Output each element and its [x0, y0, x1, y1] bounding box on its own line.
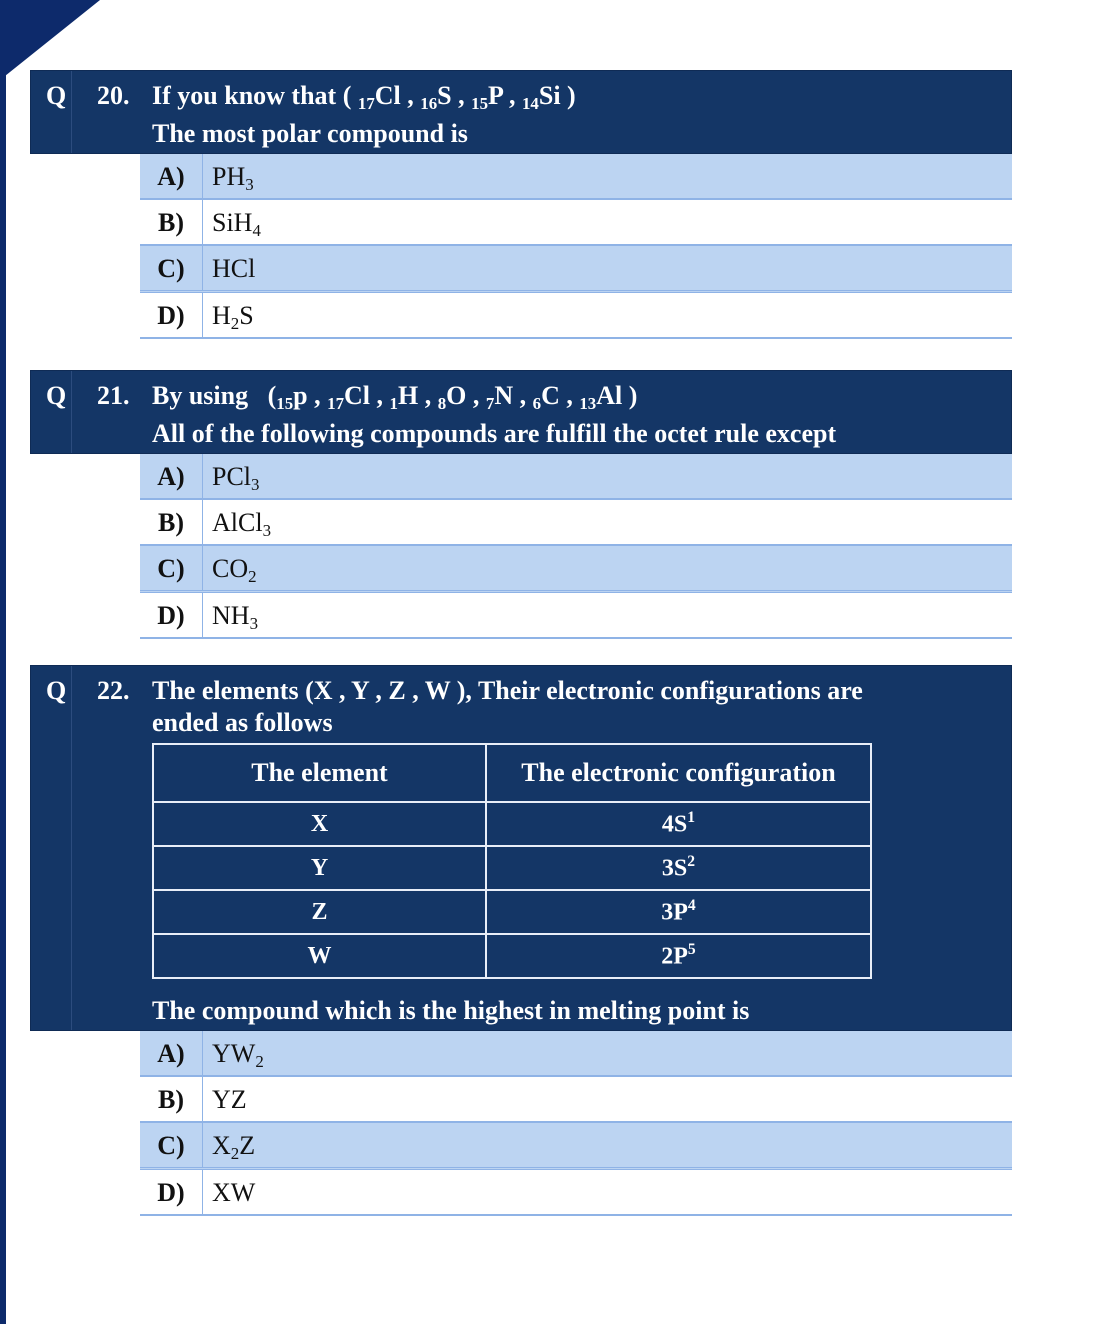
option-c[interactable]	[140, 1123, 1012, 1170]
question-22-line-2: ended as follows	[152, 708, 333, 737]
option-label: B)	[158, 508, 184, 537]
option-a[interactable]	[140, 454, 1012, 500]
option-label: D)	[157, 601, 185, 630]
option-value: $X_2Z$	[212, 1131, 256, 1164]
column-header-configuration: The electronic configuration	[486, 744, 871, 802]
table-row	[153, 934, 871, 978]
question-20-header	[30, 70, 1012, 154]
question-22-prompt: The compound which is the highest in melting point is	[152, 996, 750, 1025]
config-cell: $3S^2$	[486, 846, 871, 890]
config-cell: $4S^1$	[486, 802, 871, 846]
option-label: D)	[157, 1178, 185, 1207]
option-d[interactable]	[140, 293, 1012, 339]
option-a[interactable]	[140, 154, 1012, 200]
question-22-options	[140, 1031, 1012, 1216]
question-marker: Q	[46, 81, 67, 110]
header-separator	[71, 71, 72, 153]
option-value: XW	[212, 1178, 256, 1207]
option-label: C)	[157, 254, 185, 283]
table-row	[153, 890, 871, 934]
question-marker: Q	[46, 676, 67, 705]
question-20-line-2: The most polar compound is	[152, 119, 468, 148]
question-22-header	[30, 665, 1012, 1031]
option-label: C)	[157, 1131, 185, 1160]
option-value: PCl$_3$	[212, 462, 260, 495]
question-22	[30, 665, 1012, 1216]
option-c[interactable]	[140, 546, 1012, 593]
option-value: $NH_3$	[212, 601, 259, 634]
option-value: HCl	[212, 254, 256, 283]
option-value: $YW_2$	[212, 1039, 264, 1072]
question-number: 20.	[97, 81, 130, 110]
element-cell: Y	[153, 846, 486, 890]
option-c[interactable]	[140, 246, 1012, 293]
table-row	[153, 846, 871, 890]
question-21-options	[140, 454, 1012, 639]
option-value: SiH$_4$	[212, 208, 261, 241]
column-header-element: The element	[153, 744, 486, 802]
question-number: 22.	[97, 676, 130, 705]
option-label: B)	[158, 208, 184, 237]
option-label: A)	[157, 1039, 185, 1068]
table-row	[153, 802, 871, 846]
option-b[interactable]	[140, 1077, 1012, 1123]
option-b[interactable]	[140, 500, 1012, 546]
question-22-line-1: The elements (X , Y , Z , W ), Their electronic configurations are	[152, 676, 863, 705]
option-label: B)	[158, 1085, 184, 1114]
header-separator	[71, 371, 72, 453]
left-accent-bar	[0, 0, 6, 1324]
question-21-line-1: By using ($_{15}p$ , $_{17}$Cl , $_1$H , $_8$O , $_7$N , $_6$C , $_{13}$Al )	[152, 381, 638, 414]
question-20-line-1: If you know that ( $_{17}$Cl , $_{16}$S , $_{15}$P , $_{14}$Si )	[152, 81, 576, 114]
option-label: A)	[157, 162, 185, 191]
option-d[interactable]	[140, 1170, 1012, 1216]
option-value: YZ	[212, 1085, 247, 1114]
option-value: $H_2S$	[212, 301, 254, 334]
question-21-line-2: All of the following compounds are fulfill the octet rule except	[152, 419, 837, 448]
option-d[interactable]	[140, 593, 1012, 639]
option-b[interactable]	[140, 200, 1012, 246]
element-cell: W	[153, 934, 486, 978]
question-21	[30, 370, 1012, 639]
table-header-row	[153, 744, 871, 802]
question-20	[30, 70, 1012, 339]
element-cell: Z	[153, 890, 486, 934]
option-value: $CO_2$	[212, 554, 257, 587]
option-a[interactable]	[140, 1031, 1012, 1077]
corner-decoration	[0, 0, 100, 80]
question-marker: Q	[46, 381, 67, 410]
question-21-header	[30, 370, 1012, 454]
option-value: $PH_3$	[212, 162, 254, 195]
header-separator	[71, 666, 72, 1030]
question-number: 21.	[97, 381, 130, 410]
question-20-options	[140, 154, 1012, 339]
option-label: D)	[157, 301, 185, 330]
option-value: AlCl$_3$	[212, 508, 272, 541]
config-cell: $3P^4$	[486, 890, 871, 934]
element-cell: X	[153, 802, 486, 846]
option-label: C)	[157, 554, 185, 583]
config-cell: $2P^5$	[486, 934, 871, 978]
configuration-table	[152, 743, 872, 979]
option-label: A)	[157, 462, 185, 491]
